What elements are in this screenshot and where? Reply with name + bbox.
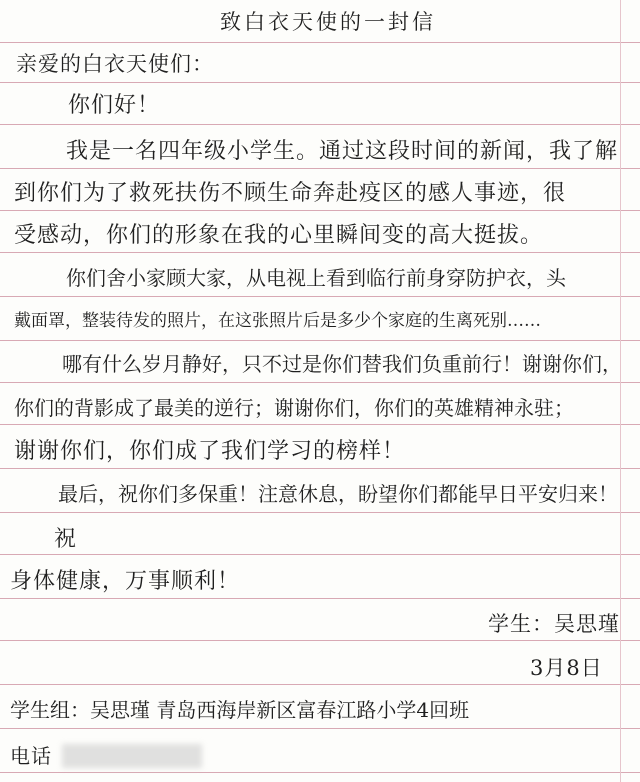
ruled-line [0,82,640,83]
body-line: 你们舍小家顾大家，从电视上看到临行前身穿防护衣，头 [66,266,566,290]
margin-line [620,0,621,782]
body-line: 哪有什么岁月静好，只不过是你们替我们负重前行！谢谢你们， [62,352,622,376]
footer-info: 学生组：吴思瑾 青岛西海岸新区富春江路小学4回班 [10,698,470,722]
ruled-line [0,728,640,729]
ruled-line [0,468,640,469]
ruled-line [0,598,640,599]
body-line: 戴面罩，整装待发的照片，在这张照片后是多少个家庭的生离死别…… [14,311,541,331]
letter-title: 致白衣天使的一封信 [220,10,436,34]
body-line: 最后，祝你们多保重！注意休息，盼望你们都能早日平安归来！ [58,482,618,506]
body-line: 我是一名四年级小学生。通过这段时间的新闻，我了解 [66,139,619,164]
letter-hello: 你们好！ [68,93,161,118]
body-line: 谢谢你们，你们成了我们学习的榜样！ [14,439,406,464]
closing-wish: 身体健康，万事顺利！ [10,569,241,594]
letter-greeting: 亲爱的白衣天使们： [16,52,214,76]
date: 3月8日 [530,656,603,680]
ruled-line [0,512,640,513]
signature: 学生：吴思瑾 [488,612,620,636]
phone-label: 电话 [10,744,52,768]
ruled-line [0,684,640,685]
ruled-line [0,210,640,211]
ruled-line [0,554,640,555]
ruled-line [0,252,640,253]
ruled-line [0,340,640,341]
ruled-line [0,772,640,773]
ruled-line [0,168,640,169]
body-line: 到你们为了救死扶伤不顾生命奔赴疫区的感人事迹，很 [14,181,567,206]
ruled-line [0,124,640,125]
ruled-line [0,640,640,641]
closing-zhu: 祝 [54,527,78,552]
redacted-phone [62,744,202,768]
ruled-line [0,296,640,297]
body-line: 受感动，你们的形象在我的心里瞬间变的高大挺拔。 [14,223,544,248]
ruled-line [0,42,640,43]
ruled-line [0,424,640,425]
ruled-line [0,382,640,383]
body-line: 你们的背影成了最美的逆行；谢谢你们，你们的英雄精神永驻； [14,396,574,420]
